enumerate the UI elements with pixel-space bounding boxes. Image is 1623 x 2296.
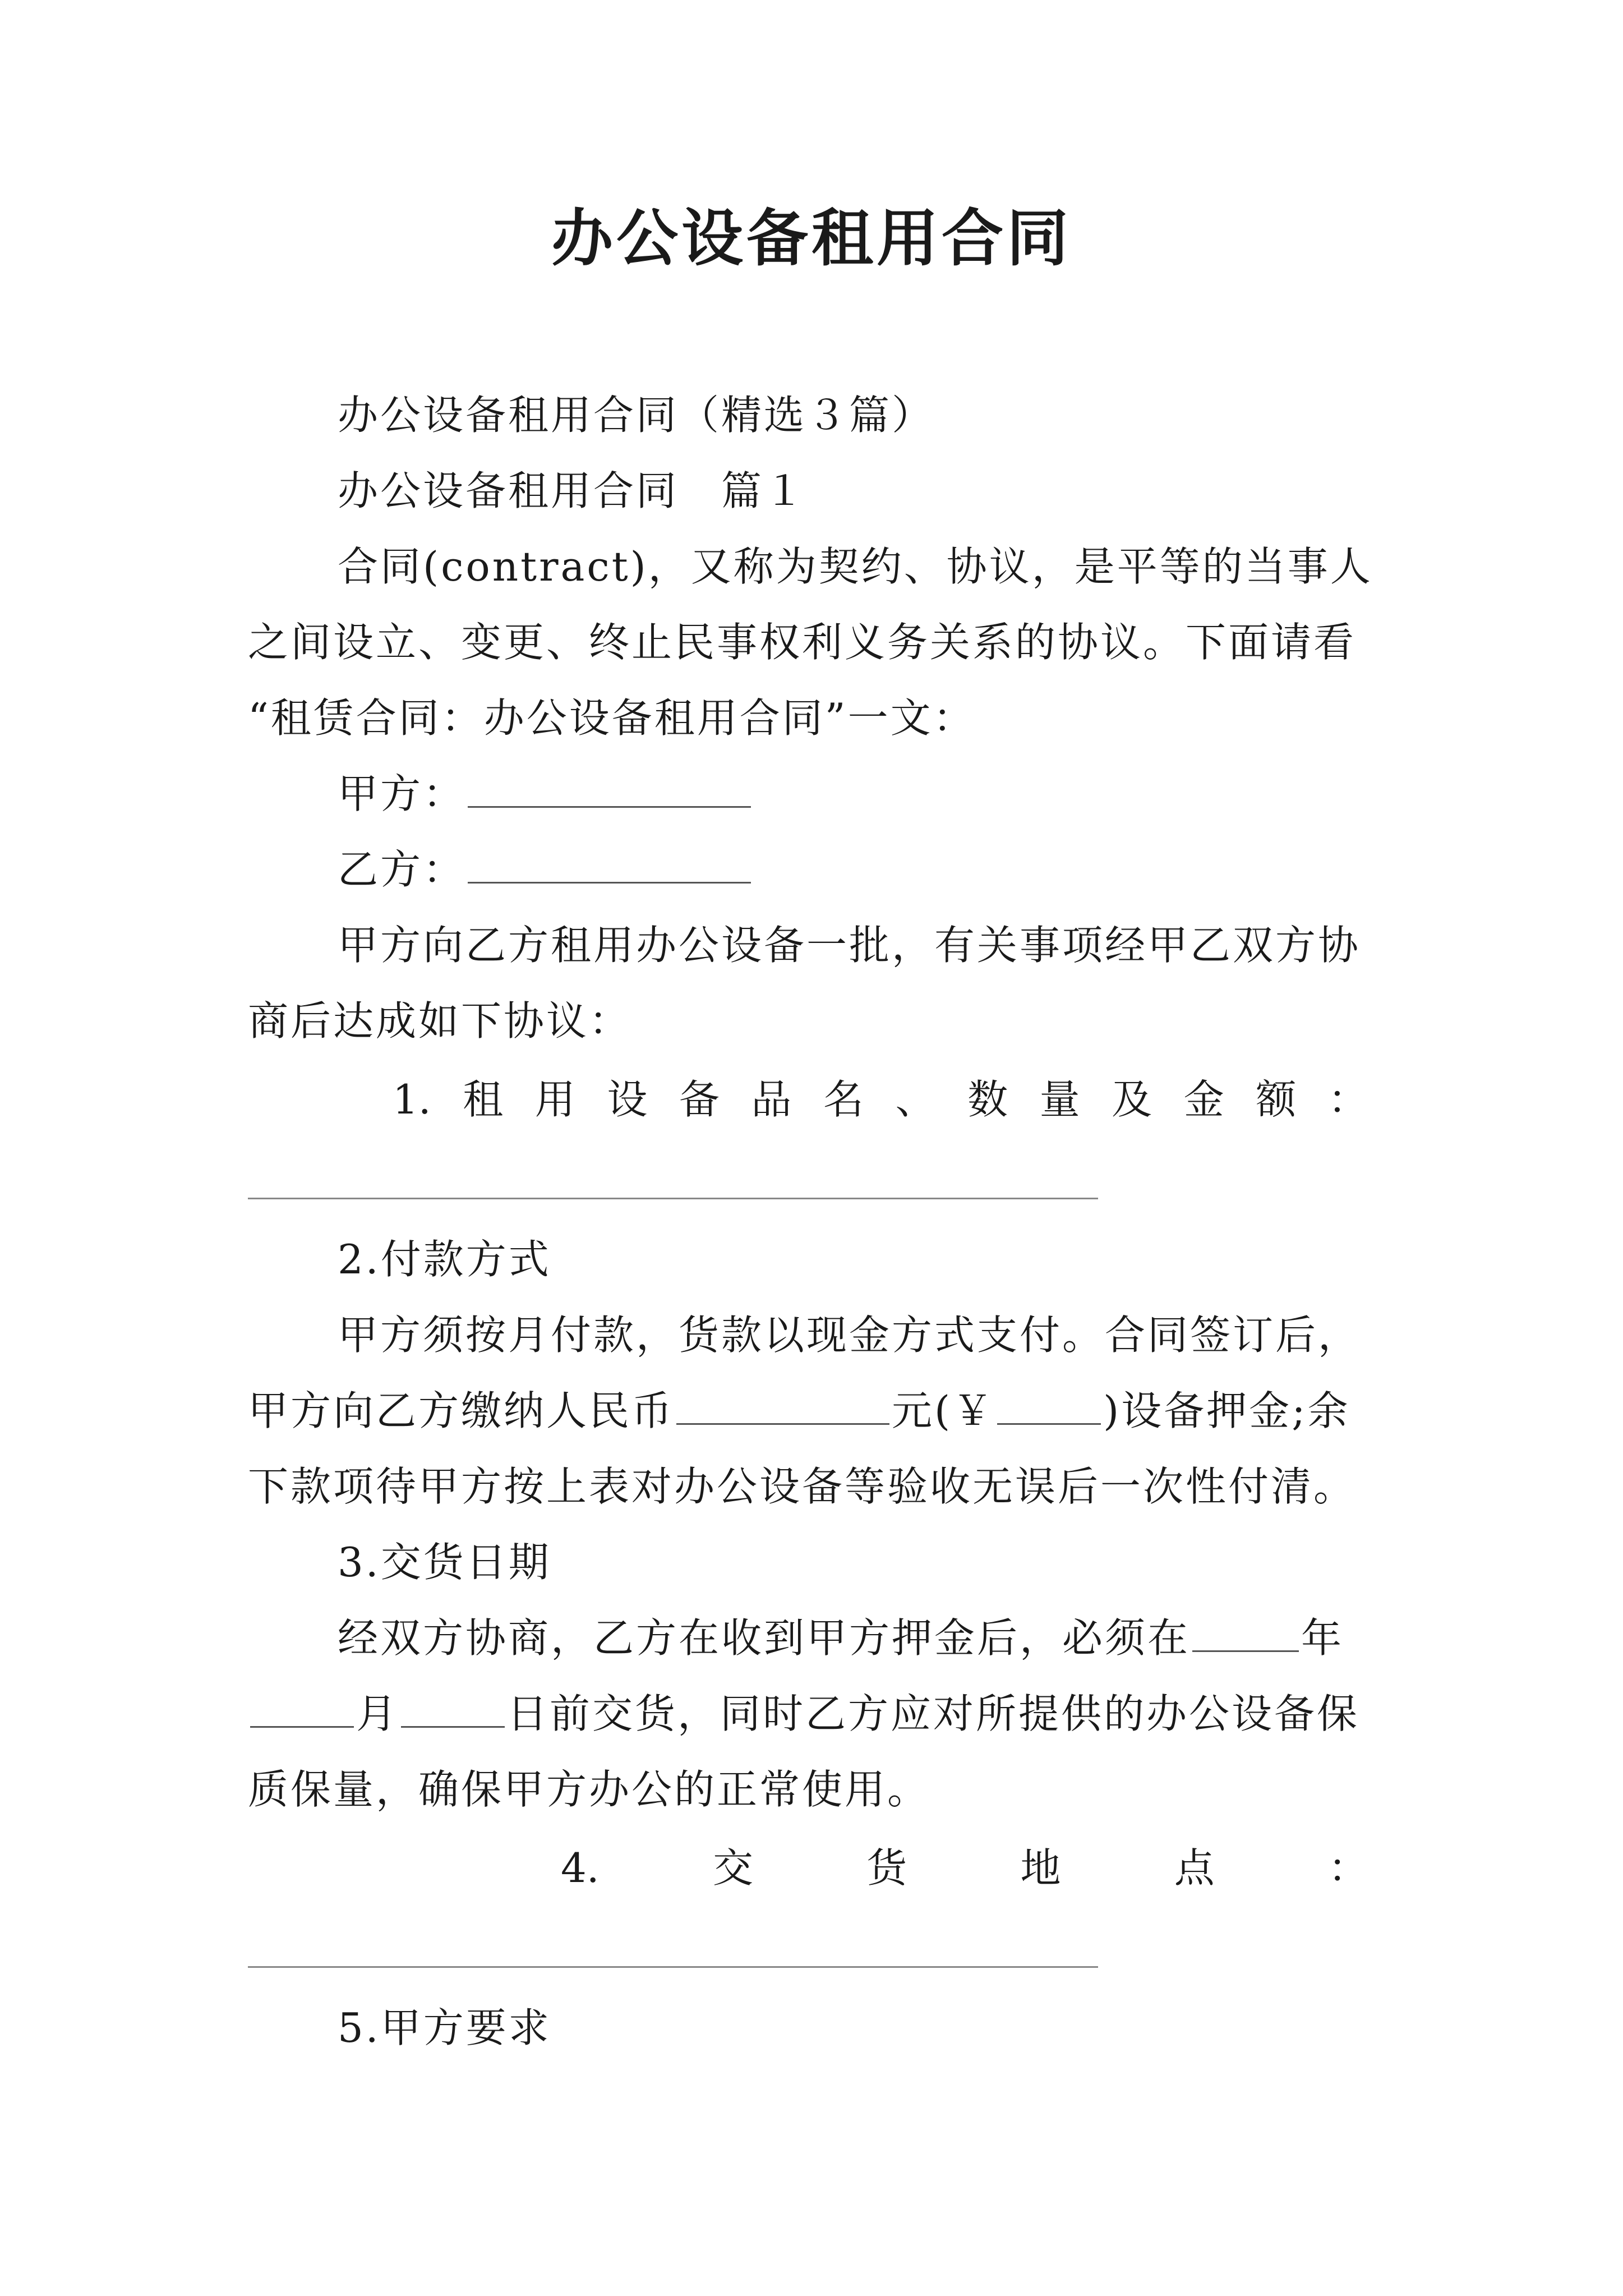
item1-char: 金 xyxy=(1183,1076,1224,1123)
document-title: 办公设备租用合同 xyxy=(551,202,1072,274)
item2-heading: 2.付款方式 xyxy=(338,1236,551,1283)
item1-heading xyxy=(393,1071,1368,1128)
item4-char: 4. xyxy=(561,1844,600,1892)
item1-fill-line xyxy=(248,1198,1098,1199)
party-a-line xyxy=(338,766,753,822)
item4-char: 货 xyxy=(866,1844,907,1892)
item1-char: 设 xyxy=(607,1076,648,1123)
item1-char: 名 xyxy=(823,1076,864,1123)
payment-line: 下款项待甲方按上表对办公设备等验收无误后一次性付清。 xyxy=(248,1463,1357,1510)
item1-char: 品 xyxy=(751,1076,792,1123)
delivery-text: 日前交货，同时乙方应对所提供的办公设备保 xyxy=(507,1690,1360,1737)
intro-paragraph-line: “租赁合同：办公设备租用合同”一文： xyxy=(248,694,976,742)
item1-char: 、 xyxy=(895,1076,936,1123)
preamble-line: 商后达成如下协议： xyxy=(248,997,632,1045)
item1-char: 量 xyxy=(1039,1076,1080,1123)
party-a-blank xyxy=(468,766,751,808)
item1-char: 额 xyxy=(1256,1076,1297,1123)
payment-figure-blank xyxy=(997,1383,1101,1425)
item4-char: ： xyxy=(1327,1844,1368,1892)
delivery-line: 质保量，确保甲方办公的正常使用。 xyxy=(248,1766,930,1813)
intro-paragraph-line: 之间设立、变更、终止民事权利义务关系的协议。下面请看 xyxy=(248,619,1357,666)
subtitle: 办公设备租用合同（精选３篇） xyxy=(338,392,935,439)
delivery-text: 年 xyxy=(1301,1614,1344,1662)
item1-char: 用 xyxy=(534,1076,575,1123)
item4-char: 点 xyxy=(1174,1844,1215,1892)
item4-heading xyxy=(561,1840,1368,1896)
payment-line: 甲方须按月付款，货款以现金方式支付。合同签订后， xyxy=(338,1312,1361,1359)
party-b-blank xyxy=(468,841,751,884)
party-a-label: 甲方： xyxy=(338,770,466,817)
item5-heading: 5.甲方要求 xyxy=(338,2004,551,2051)
delivery-year-blank xyxy=(1192,1610,1299,1652)
item1-char: 备 xyxy=(679,1076,720,1123)
item1-char: 1. xyxy=(393,1076,431,1123)
payment-text: 元(￥ xyxy=(892,1387,995,1434)
delivery-line xyxy=(338,1610,1344,1666)
item1-char: 数 xyxy=(967,1076,1008,1123)
delivery-text: 月 xyxy=(356,1690,399,1737)
item4-fill-line xyxy=(248,1966,1098,1968)
delivery-line xyxy=(248,1686,1359,1742)
party-b-label: 乙方： xyxy=(338,846,466,893)
item1-char: 及 xyxy=(1112,1076,1152,1123)
delivery-text: 经双方协商，乙方在收到甲方押金后，必须在 xyxy=(338,1614,1191,1662)
item1-char: ： xyxy=(1327,1076,1368,1123)
item1-char: 租 xyxy=(463,1076,504,1123)
delivery-day-blank xyxy=(401,1686,505,1728)
item4-char: 交 xyxy=(712,1844,753,1892)
intro-paragraph-line: 合同(contract)，又称为契约、协议，是平等的当事人 xyxy=(338,543,1373,590)
item3-heading: 3.交货日期 xyxy=(338,1539,551,1586)
payment-line xyxy=(248,1383,1350,1439)
preamble-line: 甲方向乙方租用办公设备一批，有关事项经甲乙双方协 xyxy=(338,922,1361,969)
payment-text: )设备押金;余 xyxy=(1103,1387,1350,1434)
delivery-month-blank xyxy=(250,1686,354,1728)
article-heading: 办公设备租用合同 篇１ xyxy=(338,467,807,514)
item4-char: 地 xyxy=(1020,1844,1061,1892)
payment-text: 甲方向乙方缴纳人民币 xyxy=(248,1387,675,1434)
party-b-line xyxy=(338,841,753,898)
payment-amount-blank xyxy=(676,1383,889,1425)
